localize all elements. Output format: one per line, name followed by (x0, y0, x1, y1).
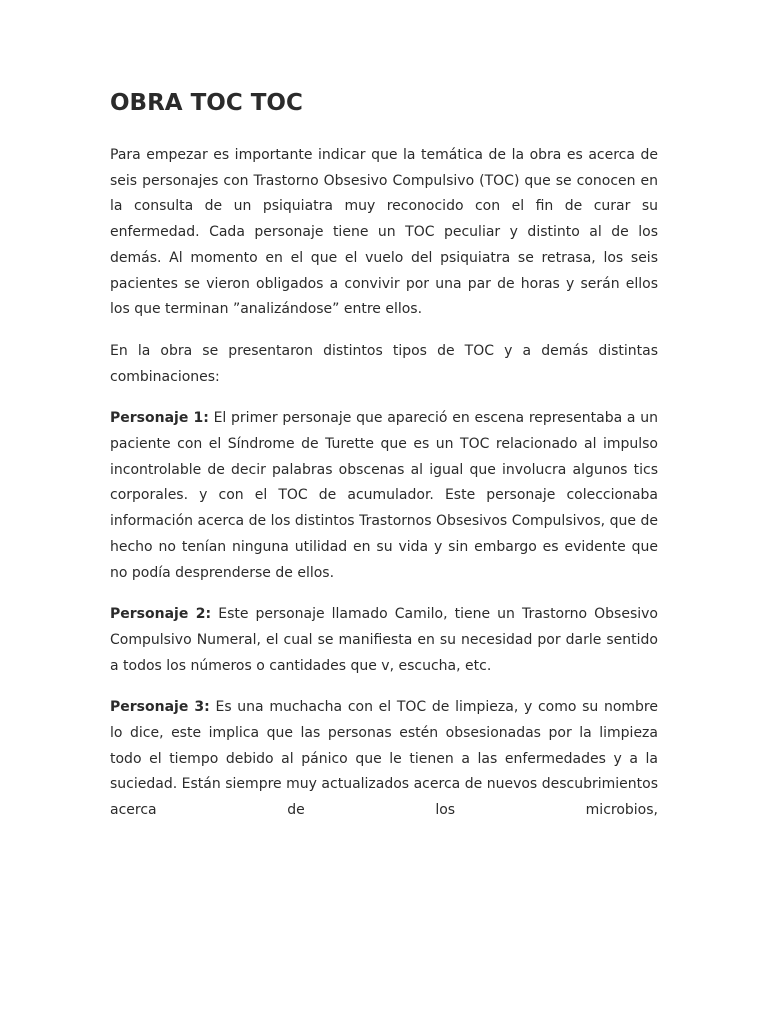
paragraph-types (110, 339, 658, 390)
paragraph-personaje-3 (110, 695, 658, 824)
document-title: OBRA TOC TOC (110, 90, 303, 116)
paragraph-text: Este personaje llamado Camilo, tiene un Trastorno Obsesivo Compulsivo Numeral, el cual se manifiesta en su necesidad por darle sentido a todos los números o cantidades que v, escucha, etc. (110, 606, 658, 674)
paragraph-text: Es una muchacha con el TOC de limpieza, y como su nombre lo dice, este implica que las personas estén obsesionadas por la limpieza todo el tiempo debido al pánico que le tienen a las enfermedades y a la suciedad. Están siempre muy actualizados acerca de nuevos descubrimientos acerca de los microbios, (110, 699, 658, 819)
paragraph-text: En la obra se presentaron distintos tipos de TOC y a demás distintas combinaciones: (110, 342, 658, 385)
paragraph-label: Personaje 1: (110, 410, 209, 427)
paragraph-label: Personaje 2: (110, 606, 212, 623)
paragraph-personaje-2 (110, 602, 658, 679)
paragraph-personaje-1 (110, 406, 658, 586)
paragraph-text: El primer personaje que apareció en escena representaba a un paciente con el Síndrome de Turette que es un TOC relacionado al impulso incontrolable de decir palabras obscenas al igual que involucra algunos tics corporales. y con el TOC de acumulador. Este personaje coleccionaba información acerca de los distintos Trastornos Obsesivos Compulsivos, que de hecho no tenían ninguna utilidad en su vida y sin embargo es evidente que no podía desprenderse de ellos. (110, 410, 658, 581)
paragraph-label: Personaje 3: (110, 699, 210, 716)
paragraph-text: Para empezar es importante indicar que la temática de la obra es acerca de seis personajes con Trastorno Obsesivo Compulsivo (TOC) que se conocen en la consulta de un psiquiatra muy reconocido con el fin de curar su enfermedad. Cada personaje tiene un TOC peculiar y distinto al de los demás. Al momento en el que el vuelo del psiquiatra se retrasa, los seis pacientes se vieron obligados a convivir por una par de horas y serán ellos los que terminan ”analizándose” entre ellos. (110, 147, 658, 318)
paragraph-intro (110, 143, 658, 323)
